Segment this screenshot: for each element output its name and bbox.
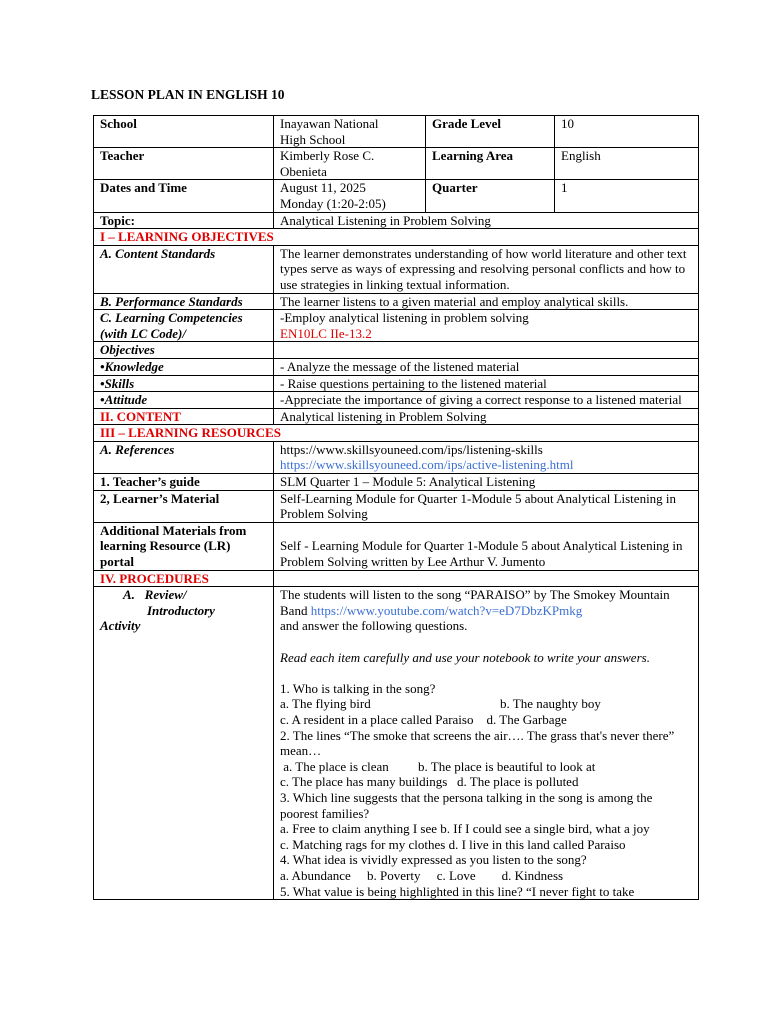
grade-value: 10 (555, 116, 699, 148)
topic-label: Topic: (94, 212, 274, 229)
references-row (94, 441, 699, 473)
reference-url-1: https://www.skillsyouneed.com/ips/listening-skills (280, 441, 543, 457)
learners-material-row (94, 490, 699, 522)
reference-link-2[interactable]: https://www.skillsyouneed.com/ips/active-listening.html (280, 457, 574, 473)
area-label: Learning Area (426, 148, 555, 180)
attitude-label: •Attitude (94, 392, 274, 409)
performance-standards-value: The learner listens to a given material and employ analytical skills. (274, 293, 699, 310)
performance-standards-row (94, 293, 699, 310)
question-3: 3. Which line suggests that the persona talking in the song is among the poorest families? (280, 789, 653, 821)
review-row (94, 587, 699, 900)
references-value (274, 441, 699, 473)
references-label: A. References (94, 441, 274, 473)
dates-row (94, 180, 699, 212)
procedures-row (94, 570, 699, 587)
teacher-row (94, 148, 699, 180)
school-value: Inayawan National High School (274, 116, 426, 148)
objectives-label: Objectives (94, 342, 274, 359)
competencies-row (94, 310, 699, 342)
objectives-value (274, 342, 699, 359)
bullet-icon: • (100, 358, 105, 374)
section-resources-row (94, 425, 699, 442)
attitude-value: -Appreciate the importance of giving a correct response to a listened material (274, 392, 699, 409)
performance-standards-label: B. Performance Standards (94, 293, 274, 310)
skills-label: •Skills (94, 375, 274, 392)
question-1: 1. Who is talking in the song? (280, 680, 436, 696)
review-label: A. Review/ Introductory Activity (94, 587, 274, 900)
bullet-icon: • (100, 392, 105, 408)
topic-value: Analytical Listening in Problem Solving (274, 212, 699, 229)
procedures-label: IV. PROCEDURES (94, 570, 274, 587)
skills-value: - Raise questions pertaining to the listened material (274, 375, 699, 392)
content-label: II. CONTENT (94, 408, 274, 425)
section-objectives-heading: I – LEARNING OBJECTIVES (94, 229, 699, 246)
learners-material-value: Self-Learning Module for Quarter 1-Module 5 about Analytical Listening in Problem Solving (274, 490, 699, 522)
additional-materials-value: Self - Learning Module for Quarter 1-Module 5 about Analytical Listening in Problem Solving written by Lee Arthur V. Jumento (274, 522, 699, 570)
dates-value: August 11, 2025 Monday (1:20-2:05) (274, 180, 426, 212)
review-intro: The students will listen to the song “PARAISO” by The Smokey Mountain Band (280, 587, 670, 618)
attitude-row (94, 392, 699, 409)
learners-material-label: 2, Learner’s Material (94, 490, 274, 522)
question-2: 2. The lines “The smoke that screens the air…. The grass that's never there” mean… (280, 727, 675, 759)
knowledge-value: - Analyze the message of the listened material (274, 358, 699, 375)
school-label: School (94, 116, 274, 148)
additional-materials-label: Additional Materials from learning Resource (LR) portal (94, 522, 274, 570)
procedures-value (274, 570, 699, 587)
lesson-plan-table (93, 115, 699, 900)
competencies-label: C. Learning Competencies (with LC Code)/ (94, 310, 274, 342)
section-resources-heading: III – LEARNING RESOURCES (94, 425, 699, 442)
teacher-label: Teacher (94, 148, 274, 180)
quarter-value: 1 (555, 180, 699, 212)
teachers-guide-value: SLM Quarter 1 – Module 5: Analytical Listening (274, 474, 699, 491)
lc-code: EN10LC IIe-13.2 (280, 325, 372, 341)
area-value: English (555, 148, 699, 180)
school-row (94, 116, 699, 148)
question-5: 5. What value is being highlighted in this line? “I never fight to take (280, 883, 635, 899)
content-standards-row (94, 245, 699, 293)
content-standards-value: The learner demonstrates understanding of how world literature and other text types serve as ways of expressing and resolving personal conflicts and how to use strategies in linking textual information. (274, 245, 699, 293)
knowledge-row (94, 358, 699, 375)
content-row (94, 408, 699, 425)
youtube-link[interactable]: https://www.youtube.com/watch?v=eD7DbzKPmkg (310, 602, 583, 618)
quarter-label: Quarter (426, 180, 555, 212)
dates-label: Dates and Time (94, 180, 274, 212)
bullet-icon: • (100, 375, 105, 391)
content-value: Analytical listening in Problem Solving (274, 408, 699, 425)
knowledge-label: •Knowledge (94, 358, 274, 375)
objectives-row (94, 342, 699, 359)
competencies-value: -Employ analytical listening in problem solving EN10LC IIe-13.2 (274, 310, 699, 342)
document-title: LESSON PLAN IN ENGLISH 10 (91, 87, 285, 102)
additional-materials-row (94, 522, 699, 570)
teachers-guide-row (94, 474, 699, 491)
topic-row (94, 212, 699, 229)
review-content: The students will listen to the song “PARAISO” by The Smokey Mountain Band https://www.youtube.com/watch?v=eD7DbzKPmkg and answer the following questions. Read each item carefully and use your notebook to write your answers. 1. Who is talking in the song? a. The flying bird b. The naughty boy c. A resident in a place called Paraiso d. The Garbage 2. The lines “The smoke that screens the air…. The grass that's never there” mean… a. The place is clean b. The place is beautiful to look at c. The place has many buildings d. The place is polluted 3. Which line suggests that the persona talking in the song is among the poorest families? a. Free to claim anything I see b. If I could see a single bird, what a joy c. Matching rags for my clothes d. I live in this land called Paraiso 4. What idea is vividly expressed as you listen to the song? a. Abundance b. Poverty c. Love d. Kindness 5. What value is being highlighted in this line? “I never fight to take (274, 587, 699, 900)
section-objectives-row (94, 229, 699, 246)
question-4: 4. What idea is vividly expressed as you listen to the song? (280, 852, 587, 868)
skills-row (94, 375, 699, 392)
content-standards-label: A. Content Standards (94, 245, 274, 293)
grade-label: Grade Level (426, 116, 555, 148)
instruction-text: Read each item carefully and use your notebook to write your answers. (280, 649, 650, 665)
teachers-guide-label: 1. Teacher’s guide (94, 474, 274, 491)
teacher-value: Kimberly Rose C. Obenieta (274, 148, 426, 180)
